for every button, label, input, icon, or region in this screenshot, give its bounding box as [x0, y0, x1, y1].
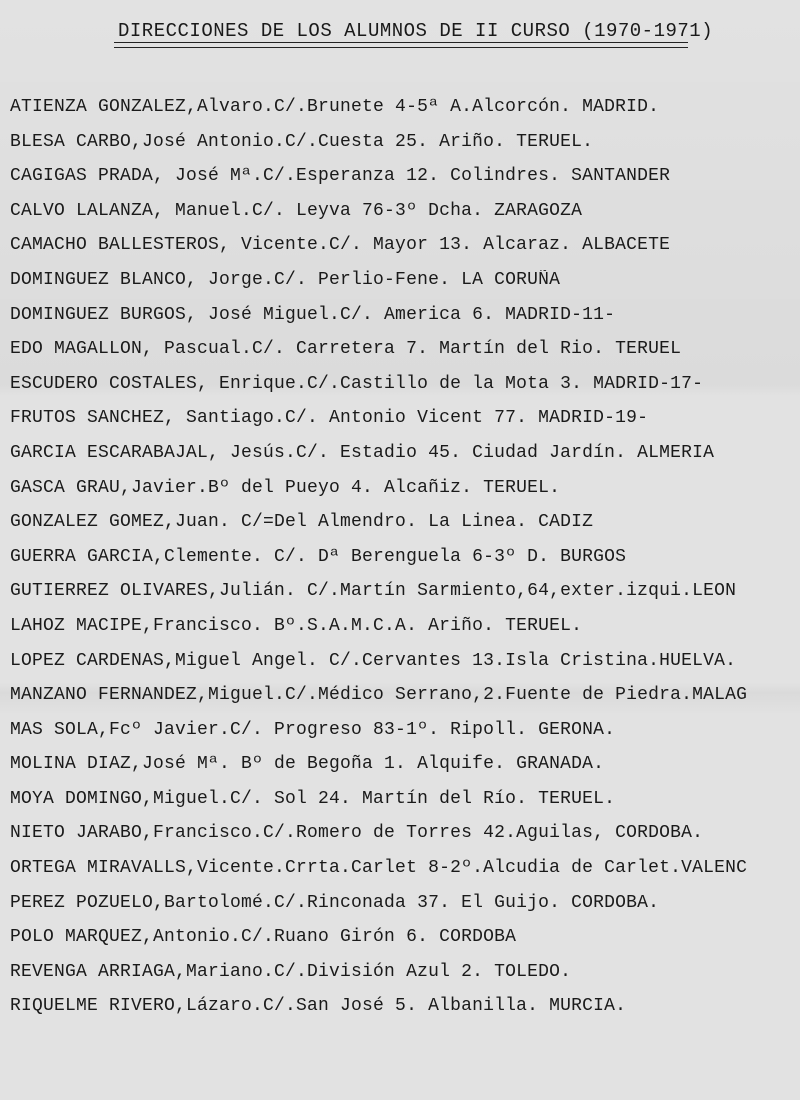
list-item: CAGIGAS PRADA, José Mª.C/.Esperanza 12. Colindres. SANTANDER	[10, 166, 671, 187]
list-item: MOLINA DIAZ,José Mª. Bº de Begoña 1. Alquife. GRANADA.	[10, 754, 605, 775]
list-item: PEREZ POZUELO,Bartolomé.C/.Rinconada 37. El Guijo. CORDOBA.	[10, 892, 660, 913]
list-item: GUERRA GARCIA,Clemente. C/. Dª Berenguela 6-3º D. BURGOS	[10, 546, 627, 567]
title-double-underline	[114, 42, 688, 48]
list-item: DOMINGUEZ BURGOS, José Miguel.C/. America 6. MADRID-11-	[10, 304, 616, 325]
list-item: REVENGA ARRIAGA,Mariano.C/.División Azul 2. TOLEDO.	[10, 961, 572, 982]
list-item: MANZANO FERNANDEZ,Miguel.C/.Médico Serrano,2.Fuente de Piedra.MALAG	[10, 685, 748, 706]
list-item: RIQUELME RIVERO,Lázaro.C/.San José 5. Albanilla. MURCIA.	[10, 996, 627, 1017]
list-item: POLO MARQUEZ,Antonio.C/.Ruano Girón 6. CORDOBA	[10, 927, 517, 948]
list-item: LOPEZ CARDENAS,Miguel Angel. C/.Cervantes 13.Isla Cristina.HUELVA.	[10, 650, 737, 671]
list-item: ORTEGA MIRAVALLS,Vicente.Crrta.Carlet 8-2º.Alcudia de Carlet.VALENC	[10, 858, 748, 879]
student-address-list	[10, 97, 795, 1031]
list-item: MOYA DOMINGO,Miguel.C/. Sol 24. Martín del Río. TERUEL.	[10, 788, 616, 809]
list-item: GONZALEZ GOMEZ,Juan. C/=Del Almendro. La Linea. CADIZ	[10, 512, 594, 533]
list-item: ESCUDERO COSTALES, Enrique.C/.Castillo de la Mota 3. MADRID-17-	[10, 373, 704, 394]
list-item: EDO MAGALLON, Pascual.C/. Carretera 7. Martín del Rio. TERUEL	[10, 339, 682, 360]
list-item: CALVO LALANZA, Manuel.C/. Leyva 76-3º Dcha. ZARAGOZA	[10, 200, 583, 221]
list-item: BLESA CARBO,José Antonio.C/.Cuesta 25. Ariño. TERUEL.	[10, 131, 594, 152]
list-item: GUTIERREZ OLIVARES,Julián. C/.Martín Sarmiento,64,exter.izqui.LEON	[10, 581, 737, 602]
list-item: DOMINGUEZ BLANCO, Jorge.C/. Perlio-Fene. LA CORUÑA	[10, 269, 561, 290]
page-title: DIRECCIONES DE LOS ALUMNOS DE II CURSO (1970-1971)	[118, 20, 714, 42]
list-item: GASCA GRAU,Javier.Bº del Pueyo 4. Alcañiz. TERUEL.	[10, 477, 561, 498]
list-item: MAS SOLA,Fcº Javier.C/. Progreso 83-1º. Ripoll. GERONA.	[10, 719, 616, 740]
list-item: LAHOZ MACIPE,Francisco. Bº.S.A.M.C.A. Ariño. TERUEL.	[10, 615, 583, 636]
list-item: NIETO JARABO,Francisco.C/.Romero de Torres 42.Aguilas, CORDOBA.	[10, 823, 704, 844]
list-item: CAMACHO BALLESTEROS, Vicente.C/. Mayor 13. Alcaraz. ALBACETE	[10, 235, 671, 256]
list-item: GARCIA ESCARABAJAL, Jesús.C/. Estadio 45. Ciudad Jardín. ALMERIA	[10, 442, 715, 463]
list-item: FRUTOS SANCHEZ, Santiago.C/. Antonio Vicent 77. MADRID-19-	[10, 408, 649, 429]
list-item: ATIENZA GONZALEZ,Alvaro.C/.Brunete 4-5ª A.Alcorcón. MADRID.	[10, 97, 660, 117]
